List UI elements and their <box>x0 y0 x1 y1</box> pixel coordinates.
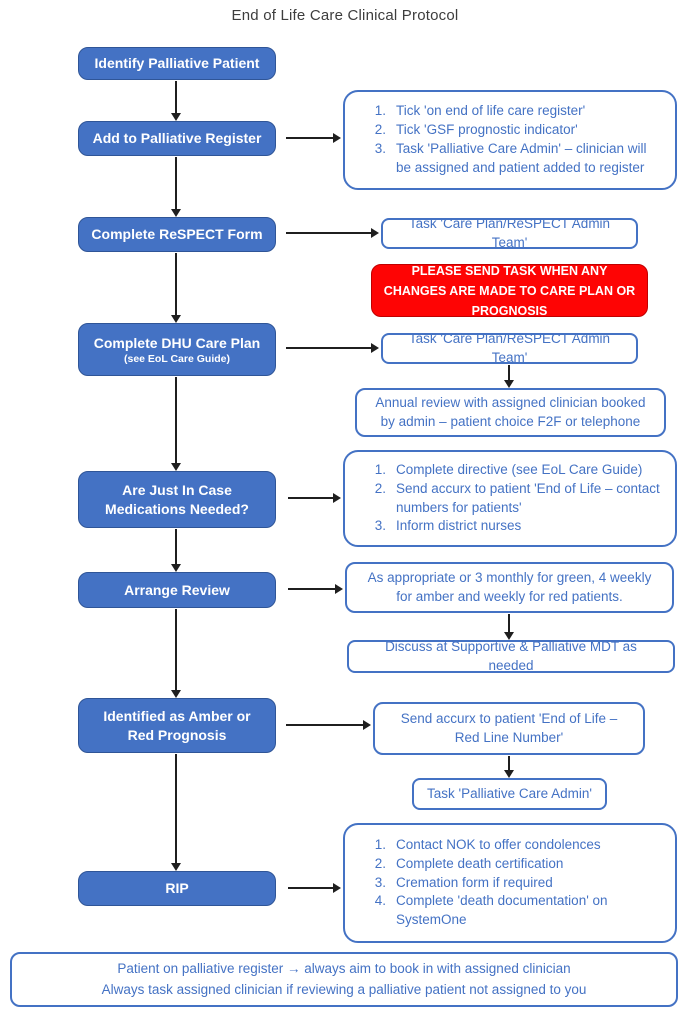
arrow-dhu-to-task <box>286 347 371 349</box>
detail-text: Send accurx to patient 'End of Life – Red Line Number' <box>400 710 618 745</box>
task-item: Send accurx to patient 'End of Life – contact numbers for patients' <box>396 480 660 515</box>
detail-care-plan-admin-task <box>381 330 638 365</box>
alert-send-task-banner <box>371 264 648 317</box>
arrow-amber-red-to-rip <box>175 754 177 863</box>
arrow-respect-to-task <box>286 232 371 234</box>
detail-text: Discuss at Supportive & Palliative MDT as needed <box>385 638 637 673</box>
arrow-rip-to-tasks <box>288 887 333 889</box>
arrow-review-to-frequency <box>288 588 335 590</box>
task-item: Tick 'on end of life care register' <box>396 103 586 119</box>
detail-text: As appropriate or 3 monthly for green, 4 weekly for amber and weekly for red patients. <box>367 569 652 604</box>
step-complete-respect-form <box>78 217 276 252</box>
footer-line-1: Patient on palliative register → always aim to book in with assigned clinician <box>117 961 571 977</box>
step-label: Identified as Amber or Red Prognosis <box>103 707 251 743</box>
detail-text: Task 'Care Plan/ReSPECT Admin Team' <box>408 215 611 250</box>
step-label: RIP <box>165 880 189 897</box>
arrow-just-in-case-to-tasks <box>288 497 333 499</box>
task-item: Complete directive (see EoL Care Guide) <box>396 461 643 477</box>
step-complete-dhu-care-plan <box>78 323 276 376</box>
step-amber-red-prognosis <box>78 698 276 753</box>
step-label: Arrange Review <box>124 581 230 598</box>
arrow-identify-to-register <box>175 81 177 113</box>
step-label: Are Just In Case Medications Needed? <box>105 481 249 517</box>
task-item: Complete 'death documentation' on SystemOne <box>396 893 608 928</box>
arrow-dhu-to-just-in-case <box>175 377 177 463</box>
step-rip <box>78 871 276 906</box>
detail-red-line-accurx <box>373 702 645 755</box>
detail-just-in-case-tasks <box>343 450 677 547</box>
step-label: Identify Palliative Patient <box>94 55 260 72</box>
step-arrange-review <box>78 572 276 608</box>
arrow-amber-red-to-accurx <box>286 724 363 726</box>
footer-line-2: Always task assigned clinician if reviewing a palliative patient not assigned to you <box>101 981 587 997</box>
task-item: Task 'Palliative Care Admin' – clinician will be assigned and patient added to register <box>396 141 647 175</box>
alert-text: PLEASE SEND TASK WHEN ANY CHANGES ARE MADE TO CARE PLAN OR PROGNOSIS <box>383 263 636 318</box>
footer-note <box>10 952 678 1007</box>
detail-text: Task 'Palliative Care Admin' <box>427 785 592 801</box>
arrow-register-to-tasks <box>286 137 333 139</box>
detail-annual-review <box>355 388 666 437</box>
step-sublabel: (see EoL Care Guide) <box>123 352 230 365</box>
task-item: Cremation form if required <box>396 874 553 890</box>
detail-rip-tasks <box>343 823 677 943</box>
step-label: Complete DHU Care Plan <box>93 334 261 351</box>
arrow-frequency-to-mdt <box>508 614 510 632</box>
arrow-register-to-respect <box>175 157 177 209</box>
step-label: Complete ReSPECT Form <box>91 226 263 243</box>
arrow-respect-to-dhu <box>175 253 177 315</box>
detail-text: Task 'Care Plan/ReSPECT Admin Team' <box>408 330 611 365</box>
task-item: Tick 'GSF prognostic indicator' <box>396 122 578 138</box>
task-item: Inform district nurses <box>396 518 522 534</box>
detail-review-frequency <box>345 562 674 613</box>
step-identify-palliative-patient <box>78 47 276 80</box>
page-title: End of Life Care Clinical Protocol <box>231 7 459 24</box>
step-label: Add to Palliative Register <box>92 130 262 147</box>
detail-respect-admin-task <box>381 215 638 250</box>
step-just-in-case-medications <box>78 471 276 528</box>
arrow-task-to-annual-review <box>508 365 510 380</box>
task-item: Complete death certification <box>396 855 564 871</box>
detail-text: Annual review with assigned clinician booked by admin – patient choice F2F or telephone <box>375 394 646 429</box>
arrow-review-to-amber-red <box>175 609 177 690</box>
arrow-just-in-case-to-review <box>175 529 177 564</box>
task-item: Contact NOK to offer condolences <box>396 836 601 852</box>
arrow-accurx-to-admin-task <box>508 756 510 770</box>
step-add-to-palliative-register <box>78 121 276 156</box>
detail-register-tasks <box>343 90 677 190</box>
